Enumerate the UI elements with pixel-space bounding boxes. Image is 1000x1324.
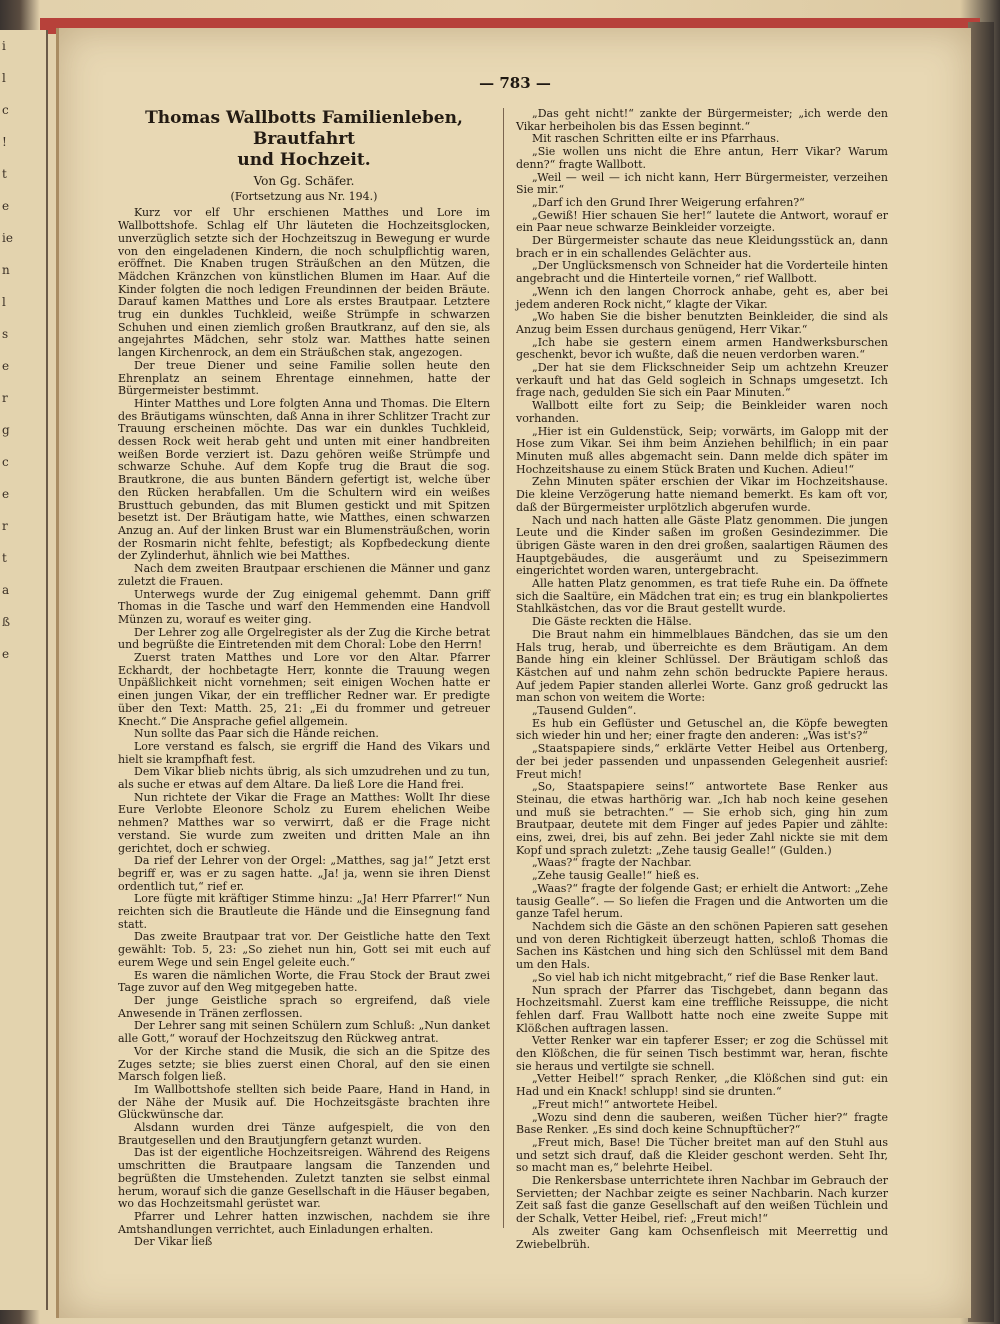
paragraph: „Wenn ich den langen Chorrock anhabe, geht es, aber bei jedem anderen Rock nicht,“ klagte der Vikar. <box>516 284 888 311</box>
previous-page-fragment: l <box>2 295 6 309</box>
paragraph: Der Lehrer zog alle Orgelregister als der Zug die Kirche betrat und begrüßte die Eintretenden mit dem Choral: Lobe den Herrn! <box>118 625 490 652</box>
paragraph: Zehn Minuten später erschien der Vikar im Hochzeitshause. Die kleine Verzögerung hatte niemand bemerkt. Es kam oft vor, daß der Bürgermeister urplötzlich abgerufen wurde. <box>516 475 888 514</box>
paragraph: „Wozu sind denn die sauberen, weißen Tücher hier?“ fragte Base Renker. „Es sind doch keine Schnupftücher?“ <box>516 1110 888 1137</box>
paragraph: „Weil — weil — ich nicht kann, Herr Bürgermeister, verzeihen Sie mir.“ <box>516 170 888 197</box>
paragraph: Mit raschen Schritten eilte er ins Pfarrhaus. <box>532 132 780 146</box>
article-title <box>118 108 490 171</box>
paragraph: „Wo haben Sie die bisher benutzten Beinkleider, die sind als Anzug beim Essen durchaus genügend, Herr Vikar.“ <box>516 310 888 336</box>
paragraph: Unterwegs wurde der Zug einigemal gehemmt. Dann griff Thomas in die Tasche und warf den Hemmenden eine Handvoll Münzen zu, worauf es weiter ging. <box>118 587 490 626</box>
paragraph: „Staatspapiere sinds,“ erklärte Vetter Heibel aus Ortenberg, der bei jeder passenden und unpassenden Gelegenheit ausrief: Freut mich! <box>516 742 888 781</box>
previous-page-fragment: e <box>2 487 10 501</box>
previous-page-fragment: ! <box>2 135 7 149</box>
previous-page-fragment: n <box>2 263 10 277</box>
paragraph: „Waas?“ fragte der folgende Gast; er erhielt die Antwort: „Zehe tausig Gealle“. — So liefen die Fragen und die Antworten um die ganze Tafel herum. <box>516 881 888 921</box>
page-number: — 783 — <box>479 74 551 92</box>
article-title-line1: Thomas Wallbotts Familienleben, Brautfahrt <box>145 108 463 149</box>
paragraph: „Zehe tausig Gealle!“ hieß es. <box>532 869 700 883</box>
paragraph: Der Bürgermeister schaute das neue Kleidungsstück an, dann brach er in ein schallendes Gelächter aus. <box>516 234 888 260</box>
paragraph: Lore fügte mit kräftiger Stimme hinzu: „Ja! Herr Pfarrer!“ Nun reichten sich die Brautleute die Hände und die Einsegnung fand statt. <box>118 892 490 931</box>
paragraph: Nachdem sich die Gäste an den schönen Papieren satt gesehen und von deren Richtigkeit überzeugt hatten, schloß Thomas die Sachen ins Kästchen und hing sich den Schlüssel mit dem Band um den Hals. <box>516 920 888 972</box>
previous-page-strip <box>0 30 48 1310</box>
previous-page-fragment: c <box>2 455 9 469</box>
left-column-body <box>118 207 490 1249</box>
paragraph: Die Gäste reckten die Hälse. <box>532 615 692 629</box>
paragraph: „Der Unglücksmensch von Schneider hat die Vorderteile hinten angebracht und die Hinterteile vornen,“ rief Wallbott. <box>516 259 888 286</box>
paragraph: Nun sollte das Paar sich die Hände reichen. <box>134 727 379 741</box>
paragraph: „Der hat sie dem Flickschneider Seip um achtzehn Kreuzer verkauft und hat das Geld sogleich in Schnaps umgesetzt. Ich frage nach, gedulden Sie sich ein Paar Minuten.“ <box>516 361 888 400</box>
paragraph: „Tausend Gulden“. <box>532 704 637 718</box>
paragraph: Hinter Matthes und Lore folgten Anna und Thomas. Die Eltern des Bräutigams wünschten, daß Anna in ihrer Schlitzer Tracht zur Trauung erscheinen möchte. Das war ein dunkles Tuchkleid, dessen Rock weit herab geht und unten mit einer handbreiten weißen Borde verziert ist. Dazu gehören weiße Strümpfe und schwarze Schuhe. Auf dem Kopfe trug die Braut die sog. Brautkrone, die aus bunten Bändern gefertigt ist, welche über den Rücken herabfallen. Um die Schultern wird ein weißes Brusttuch gebunden, das mit Blumen gestickt und mit Spitzen besetzt ist. Der Bräutigam hatte, wie Matthes, einen schwarzen Anzug an. Auf der linken Brust war ein Blumensträußchen, worin der Rosmarin nicht fehlte, befestigt; als Kopfbedeckung diente der Zylinderhut, ähnlich wie bei Matthes. <box>118 396 490 563</box>
paragraph: Der Lehrer sang mit seinen Schülern zum Schluß: „Nun danket alle Gott,“ worauf der Hochzeitszug den Rückweg antrat. <box>118 1019 490 1046</box>
previous-page-fragment: r <box>2 391 8 405</box>
paragraph: „Gewiß! Hier schauen Sie her!“ lautete die Antwort, worauf er ein Paar neue schwarze Beinkleider vorzeigte. <box>516 208 888 235</box>
paragraph: Nach dem zweiten Brautpaar erschienen die Männer und ganz zuletzt die Frauen. <box>118 562 490 588</box>
previous-page-fragment: a <box>2 583 10 597</box>
previous-page-fragment: s <box>2 327 9 341</box>
paragraph: „Hier ist ein Guldenstück, Seip; vorwärts, im Galopp mit der Hose zum Vikar. Sei ihm beim Anziehen behilflich; in ein paar Minuten muß alles abgemacht sein. Dann melde dich später im Hochzeitshause zu einem Stück Braten und Kuchen. Adieu!“ <box>516 424 888 476</box>
paragraph: Da rief der Lehrer von der Orgel: „Matthes, sag ja!“ Jetzt erst begriff er, was er zu sagen hatte. „Ja! ja, wenn sie ihren Dienst ordentlich tut,“ rief er. <box>118 854 490 893</box>
paragraph: Alsdann wurden drei Tänze aufgespielt, die von den Brautgesellen und den Brautjungfern getanzt wurden. <box>118 1121 490 1147</box>
paragraph: Im Wallbottshofe stellten sich beide Paare, Hand in Hand, in der Nähe der Musik auf. Die Hochzeitsgäste brachten ihre Glückwünsche dar. <box>118 1082 490 1122</box>
paragraph: Kurz vor elf Uhr erschienen Matthes und Lore im Wallbottshofe. Schlag elf Uhr läuteten die Hochzeitsglocken, unverzüglich setzte sich der Hochzeitszug in Bewegung er wurde von den eingeladenen Kindern, die noch schulpflichtig waren, eröffnet. Die Knaben trugen Sträußchen an den Mützen, die Mädchen Kränzchen von künstlichen Blumen im Haar. Auf die Kinder folgten die noch ledigen Freundinnen der beiden Bräute. Darauf kamen Matthes und Lore als erstes Brautpaar. Letztere trug ein dunkles Tuchkleid, weiße Strümpfe in schwarzen Schuhen und einen ziemlich großen Brautkranz, auf den sie, als angejahrtes Mädchen, sehr stolz war. Matthes hatte seinen langen Kirchenrock, an dem ein Sträußchen stak, angezogen. <box>118 206 490 360</box>
paragraph: Die Renkersbase unterrichtete ihren Nachbar im Gebrauch der Servietten; der Nachbar zeigte es seiner Nachbarin. Nach kurzer Zeit saß fast die ganze Gesellschaft auf den weißen Tüchlein und der Schalk, Vetter Heibel, rief: „Freut mich!“ <box>516 1174 888 1226</box>
previous-page-fragment: ie <box>2 231 13 245</box>
paragraph: Dem Vikar blieb nichts übrig, als sich umzudrehen und zu tun, als suche er etwas auf dem Altare. Da ließ Lore die Hand frei. <box>118 765 490 792</box>
paragraph: Der junge Geistliche sprach so ergreifend, daß viele Anwesende in Tränen zerflossen. <box>118 994 490 1020</box>
paragraph: „Darf ich den Grund Ihrer Weigerung erfahren?“ <box>532 195 805 209</box>
paragraph: Vetter Renker war ein tapferer Esser; er zog die Schüssel mit den Klößchen, die für seinen Tisch bestimmt war, heran, fischte sie heraus und vertilgte sie schnell. <box>516 1034 888 1073</box>
paragraph: „Ich habe sie gestern einem armen Handwerksburschen geschenkt, bevor ich wußte, daß die neuen verdorben waren.“ <box>516 335 888 362</box>
paragraph: „Freut mich!“ antwortete Heibel. <box>532 1097 718 1111</box>
column-divider <box>503 108 504 1228</box>
paragraph: Es hub ein Geflüster und Getuschel an, die Köpfe bewegten sich wieder hin und her; einer fragte den anderen: „Was ist's?“ <box>516 716 888 743</box>
paragraph: Wallbott eilte fort zu Seip; die Beinkleider waren noch vorhanden. <box>516 399 888 425</box>
paragraph: Lore verstand es falsch, sie ergriff die Hand des Vikars und hielt sie krampfhaft fest. <box>118 739 490 766</box>
previous-page-fragments <box>0 30 46 670</box>
paragraph: „Vetter Heibel!“ sprach Renker, „die Klößchen sind gut: ein Had und ein Knack! schlupp! sind sie drunten.“ <box>516 1072 888 1099</box>
paragraph: „Sie wollen uns nicht die Ehre antun, Herr Vikar? Warum denn?“ fragte Wallbott. <box>516 145 888 171</box>
paragraph: Nun sprach der Pfarrer das Tischgebet, dann begann das Hochzeitsmahl. Zuerst kam eine treffliche Reissuppe, die nicht fehlen darf. Frau Wallbott hatte noch eine zweite Suppe mit Klößchen auftragen lassen. <box>516 983 888 1035</box>
paragraph: Alle hatten Platz genommen, es trat tiefe Ruhe ein. Da öffnete sich die Saaltüre, ein Mädchen trat ein; es trug ein blankpoliertes Stahlkästchen, das vor die Braut gestellt wurde. <box>516 577 888 616</box>
previous-page-fragment: c <box>2 103 9 117</box>
paragraph: Pfarrer und Lehrer hatten inzwischen, nachdem sie ihre Amtshandlungen verrichtet, auch Einladungen erhalten. <box>118 1209 490 1236</box>
previous-page-fragment: r <box>2 519 8 533</box>
paragraph: Vor der Kirche stand die Musik, die sich an die Spitze des Zuges setzte; sie blies zuerst einen Choral, auf den sie einen Marsch folgen ließ. <box>118 1044 490 1084</box>
previous-page-fragment: ß <box>2 615 11 629</box>
paragraph: „So, Staatspapiere seins!“ antwortete Base Renker aus Steinau, die etwas harthörig war. „Ich hab noch keine gesehen und muß sie betrachten.“ — Sie erhob sich, ging hin zum Brautpaar, deutete mit dem Finger auf jedes Papier und zählte: eins, zwei, drei, bis auf zehn. Bei jeder Zahl nickte sie mit dem Kopf und sprach zuletzt: „Zehe tausig Gealle!“ (Gulden.) <box>516 780 888 857</box>
article-continuation: (Fortsetzung aus Nr. 194.) <box>230 189 378 203</box>
previous-page-fragment: e <box>2 199 10 213</box>
paragraph: „Freut mich, Base! Die Tücher breitet man auf den Stuhl aus und setzt sich drauf, daß die Kleider geschont werden. Seht Ihr, so macht man es,“ belehrte Heibel. <box>516 1135 888 1175</box>
previous-page-fragment: t <box>2 551 7 565</box>
paragraph: Es waren die nämlichen Worte, die Frau Stock der Braut zwei Tage zuvor auf den Weg mitgegeben hatte. <box>118 968 490 995</box>
paragraph: Der treue Diener und seine Familie sollen heute den Ehrenplatz an seinem Ehrentage einnehmen, hatte der Bürgermeister bestimmt. <box>118 358 490 398</box>
paragraph: „So viel hab ich nicht mitgebracht,“ rief die Base Renker laut. <box>532 970 879 984</box>
paragraph: Als zweiter Gang kam Ochsenfleisch mit Meerrettig und Zwiebelbrüh. <box>516 1224 888 1251</box>
previous-page-fragment: e <box>2 359 10 373</box>
book-spine-edge <box>968 22 994 1322</box>
previous-page-fragment: t <box>2 167 7 181</box>
right-column <box>516 108 888 1251</box>
article-author: Von Gg. Schäfer. <box>253 174 355 188</box>
previous-page-fragment: g <box>2 423 10 437</box>
article-title-line2: und Hochzeit. <box>237 150 371 170</box>
paragraph: Das ist der eigentliche Hochzeitsreigen. Während des Reigens umschritten die Brautpaare langsam die Tanzenden und begrüßten die Umstehenden. Zuletzt tanzten sie selbst einmal herum, worauf sich die ganze Gesellschaft in die Häuser begaben, wo das Hochzeitsmahl gerüstet war. <box>118 1146 490 1211</box>
paragraph: Nun richtete der Vikar die Frage an Matthes: Wollt Ihr diese Eure Verlobte Eleonore Scholz zu Eurem ehelichen Weibe nehmen? Matthes war so verwirrt, daß er die Frage nicht verstand. Sie wurde zum zweiten und dritten Male an ihn gerichtet, doch er schwieg. <box>118 790 490 855</box>
paragraph: „Waas?“ fragte der Nachbar. <box>532 856 692 870</box>
paragraph: Das zweite Brautpaar trat vor. Der Geistliche hatte den Text gewählt: Tob. 5, 23: „So ziehet nun hin, Gott sei mit euch auf eurem Wege und sein Engel geleite euch.“ <box>118 930 490 969</box>
paragraph: Der Vikar ließ <box>134 1235 213 1249</box>
paragraph: Die Braut nahm ein himmelblaues Bändchen, das sie um den Hals trug, herab, und überreichte es dem Bräutigam. An dem Bande hing ein kleiner Schlüssel. Der Bräutigam schloß das Kästchen auf und nahm zehn schön bedruckte Papiere heraus. Auf jedem Papier standen allerlei Worte. Ganz groß gedruckt las man schon von weitem die Worte: <box>516 627 888 705</box>
paragraph: Nach und nach hatten alle Gäste Platz genommen. Die jungen Leute und die Kinder saßen im großen Gesindezimmer. Die übrigen Gäste waren in den drei großen, saalartigen Räumen des Hauptgebäudes, die ausgeräumt und zu Speisezimmern eingerichtet worden waren, untergebracht. <box>516 513 888 578</box>
right-column-body <box>516 108 888 1251</box>
previous-page-fragment: i <box>2 39 6 53</box>
paragraph: Zuerst traten Matthes und Lore vor den Altar. Pfarrer Eckhardt, der hochbetagte Herr, konnte die Trauung wegen Unpäßlichkeit nicht vornehmen; seit einigen Wochen hatte er einen jungen Vikar, der ein trefflicher Redner war. Er predigte über den Text: Matth. 25, 21: „Ei du frommer und getreuer Knecht.“ Die Ansprache gefiel allgemein. <box>118 651 490 728</box>
paragraph: „Das geht nicht!“ zankte der Bürgermeister; „ich werde den Vikar herbeiholen bis das Essen beginnt.“ <box>516 107 888 133</box>
previous-page-fragment: l <box>2 71 6 85</box>
previous-page-fragment: e <box>2 647 10 661</box>
left-column <box>118 108 490 1249</box>
